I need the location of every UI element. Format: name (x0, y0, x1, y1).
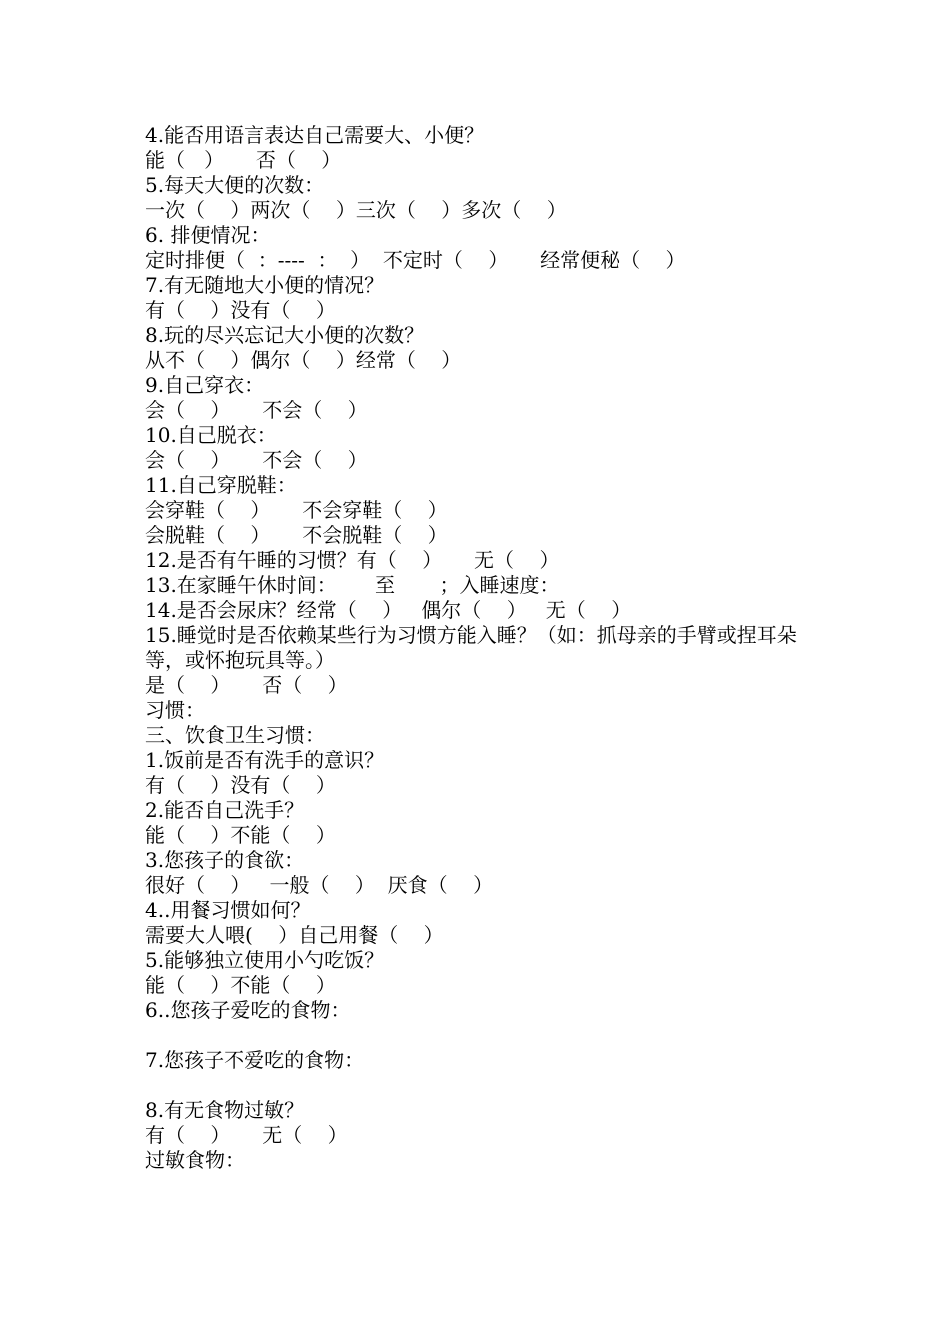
question-5-spoon: 5.能够独立使用小勺吃饭？ (145, 948, 385, 972)
habit-label: 习惯： (145, 698, 205, 722)
answer-options: 定时排便（ ：---- ： ） 不定时（ ） 经常便秘（ ） (145, 248, 686, 272)
answer-options: 有（ ）没有（ ） (145, 298, 336, 322)
question-4-meal: 4..用餐习惯如何？ (145, 898, 311, 922)
question-6-favorite-food: 6..您孩子爱吃的食物： (145, 998, 351, 1022)
question-3: 3.您孩子的食欲： (145, 848, 305, 872)
allergy-food-label: 过敏食物： (145, 1148, 245, 1172)
questionnaire-body (145, 123, 825, 1173)
answer-options: 从不（ ）偶尔（ ）经常（ ） (145, 348, 462, 372)
answer-options: 是（ ） 否（ ） (145, 673, 348, 697)
answer-options: 有（ ） 无（ ） (145, 1123, 348, 1147)
question-6: 6. 排便情况： (145, 223, 271, 247)
question-8: 8.玩的尽兴忘记大小便的次数？ (145, 323, 425, 347)
answer-options: 会穿鞋（ ） 不会穿鞋（ ） (145, 498, 448, 522)
blank-line (145, 1023, 825, 1048)
question-4: 4.能否用语言表达自己需要大、小便？ (145, 123, 485, 147)
blank-line (145, 1073, 825, 1098)
question-12: 12.是否有午睡的习惯？有（ ） 无（ ） (145, 548, 560, 572)
answer-options: 有（ ）没有（ ） (145, 773, 336, 797)
section-heading: 三、饮食卫生习惯： (145, 723, 325, 747)
answer-options: 很好（ ） 一般（ ） 厌食（ ） (145, 873, 494, 897)
question-14: 14.是否会尿床？经常（ ） 偶尔（ ） 无（ ） (145, 598, 632, 622)
question-10: 10.自己脱衣： (145, 423, 277, 447)
answer-options: 能（ ） 否（ ） (145, 148, 342, 172)
question-7-disliked-food: 7.您孩子不爱吃的食物： (145, 1048, 365, 1072)
question-7: 7.有无随地大小便的情况？ (145, 273, 385, 297)
answer-options: 一次（ ）两次（ ）三次（ ）多次（ ） (145, 198, 567, 222)
answer-options: 会脱鞋（ ） 不会脱鞋（ ） (145, 523, 448, 547)
question-9: 9.自己穿衣： (145, 373, 265, 397)
answer-options: 能（ ）不能（ ） (145, 823, 336, 847)
question-5: 5.每天大便的次数： (145, 173, 325, 197)
question-8-allergy: 8.有无食物过敏？ (145, 1098, 305, 1122)
answer-options: 需要大人喂( ）自己用餐（ ） (145, 923, 444, 947)
question-1: 1.饭前是否有洗手的意识？ (145, 748, 385, 772)
question-2: 2.能否自己洗手？ (145, 798, 305, 822)
question-15: 15.睡觉时是否依赖某些行为习惯方能入睡？（如：抓母亲的手臂或捏耳朵等，或怀抱玩具等。） (145, 623, 797, 672)
answer-options: 会（ ） 不会（ ） (145, 398, 368, 422)
answer-options: 能（ ）不能（ ） (145, 973, 336, 997)
question-11: 11.自己穿脱鞋： (145, 473, 297, 497)
question-13: 13.在家睡午休时间： 至 ；入睡速度： (145, 573, 560, 597)
answer-options: 会（ ） 不会（ ） (145, 448, 368, 472)
